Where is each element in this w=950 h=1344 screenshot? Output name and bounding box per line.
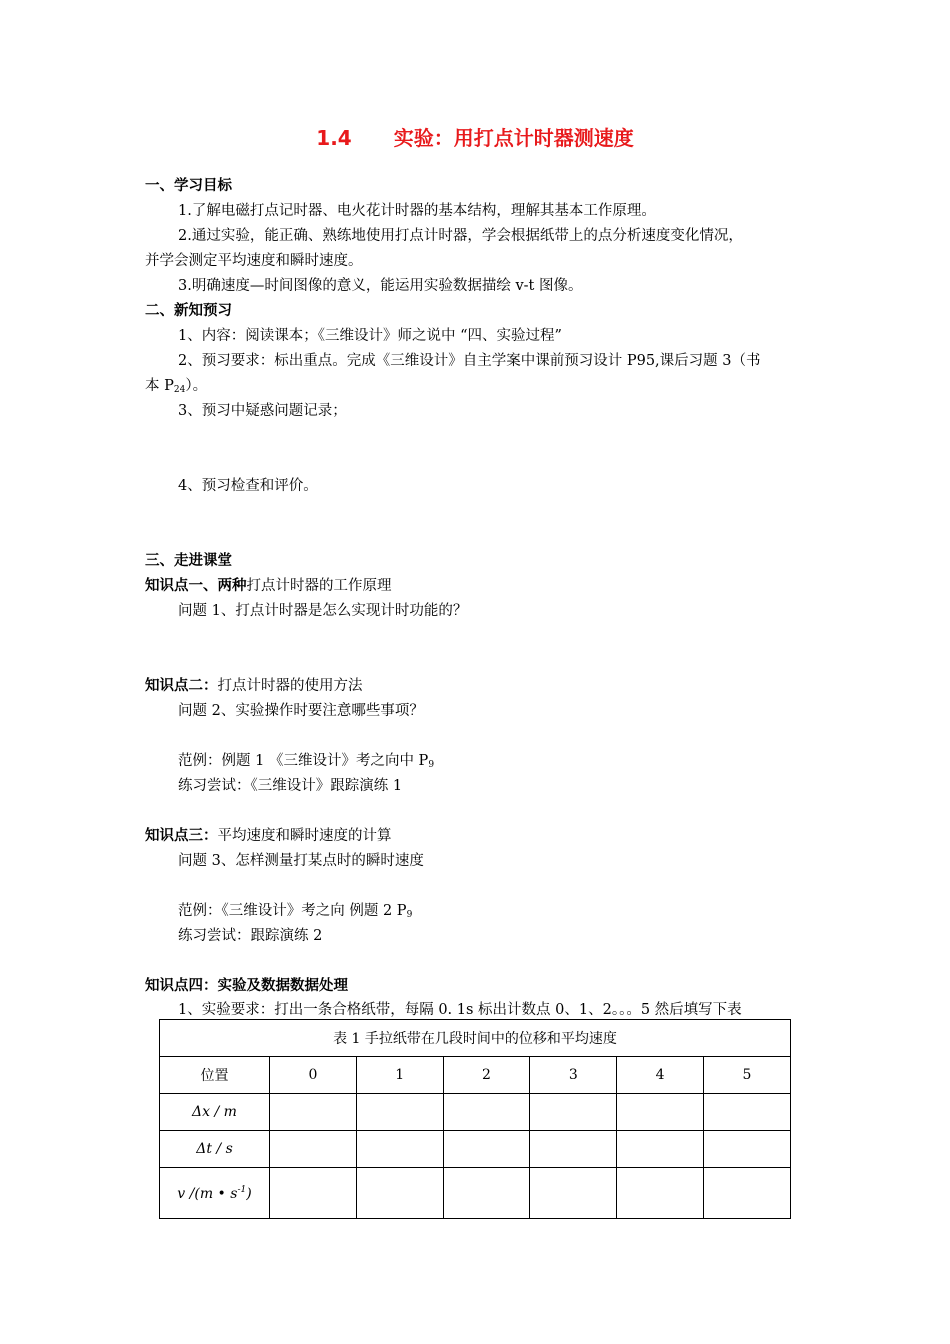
preview-item-1: 1、内容：阅读课本；《三维设计》师之说中 “四、实验过程”	[178, 328, 562, 344]
velocity-label-exponent: -1	[237, 1184, 247, 1195]
header-position-4: 4	[617, 1057, 704, 1094]
knowledge-point-4: 知识点四：实验及数据数据处理	[145, 978, 348, 994]
knowledge-point-2	[145, 676, 815, 696]
table-cell[interactable]	[270, 1168, 357, 1219]
example-2	[178, 751, 848, 775]
table-cell[interactable]	[270, 1094, 357, 1131]
table-cell[interactable]	[617, 1168, 704, 1219]
knowledge-point-1-label: 知识点一、两种	[145, 578, 247, 594]
data-table	[159, 1019, 791, 1219]
preview-item-3: 3、预习中疑惑问题记录；	[178, 403, 347, 419]
section-heading-preview: 二、新知预习	[145, 303, 232, 319]
header-position-5: 5	[703, 1057, 790, 1094]
header-position-1: 1	[356, 1057, 443, 1094]
title-text: 实验：用打点计时器测速度	[393, 126, 634, 150]
example-3-subscript: 9	[406, 910, 413, 920]
knowledge-point-1-text: 打点计时器的工作原理	[246, 578, 392, 594]
table-cell[interactable]	[443, 1094, 530, 1131]
preview-item-2b	[145, 376, 815, 400]
practice-2: 练习尝试：《三维设计》跟踪演练 1	[178, 778, 403, 794]
table-cell[interactable]	[530, 1094, 617, 1131]
question-1: 问题 1、打点计时器是怎么实现计时功能的？	[178, 603, 468, 619]
example-3	[178, 901, 848, 925]
table-cell[interactable]	[703, 1131, 790, 1168]
knowledge-point-3-text: 平均速度和瞬时速度的计算	[217, 828, 392, 844]
example-2-text: 范例：例题 1 《三维设计》考之向中 P	[178, 753, 429, 769]
preview-item-2b-subscript: 24	[173, 385, 186, 395]
table-cell[interactable]	[530, 1131, 617, 1168]
goal-item-3: 3.明确速度—时间图像的意义，能运用实验数据描绘 v-t 图像。	[178, 278, 583, 294]
table-cell[interactable]	[356, 1131, 443, 1168]
section-heading-goals: 一、学习目标	[145, 178, 232, 194]
goal-item-1: 1.了解电磁打点记时器、电火花计时器的基本结构，理解其基本工作原理。	[178, 203, 656, 219]
experiment-requirement: 1、实验要求：打出一条合格纸带，每隔 0. 1s 标出计数点 0、1、2。。。5 然后填写下表	[178, 1002, 742, 1018]
example-2-subscript: 9	[428, 760, 435, 770]
velocity-label-text: v /(m • s	[177, 1185, 238, 1202]
knowledge-point-3	[145, 826, 815, 846]
section-heading-class: 三、走进课堂	[145, 553, 232, 569]
header-position-2: 2	[443, 1057, 530, 1094]
header-position-label: 位置	[160, 1057, 270, 1094]
row-label-time: Δt / s	[160, 1131, 270, 1168]
question-3: 问题 3、怎样测量打某点时的瞬时速度	[178, 853, 424, 869]
title-number: 1.4	[316, 126, 352, 150]
knowledge-point-2-text: 打点计时器的使用方法	[217, 678, 363, 694]
table-cell[interactable]	[356, 1094, 443, 1131]
velocity-label-end: )	[246, 1185, 252, 1202]
table-caption: 表 1 手拉纸带在几段时间中的位移和平均速度	[160, 1020, 791, 1057]
practice-3: 练习尝试：跟踪演练 2	[178, 928, 323, 944]
question-2: 问题 2、实验操作时要注意哪些事项？	[178, 703, 424, 719]
preview-item-4: 4、预习检查和评价。	[178, 478, 318, 494]
example-3-text: 范例：《三维设计》考之向 例题 2 P	[178, 903, 407, 919]
page-title	[0, 122, 950, 151]
header-position-3: 3	[530, 1057, 617, 1094]
goal-item-2a: 2.通过实验，能正确、熟练地使用打点计时器，学会根据纸带上的点分析速度变化情况，	[178, 228, 743, 244]
goal-item-2b: 并学会测定平均速度和瞬时速度。	[145, 253, 363, 269]
table-cell[interactable]	[703, 1168, 790, 1219]
table-cell[interactable]	[703, 1094, 790, 1131]
preview-item-2a: 2、预习要求：标出重点。完成《三维设计》自主学案中课前预习设计 P95,课后习题 3（书	[178, 353, 761, 369]
table-cell[interactable]	[356, 1168, 443, 1219]
preview-item-2b-end: ）。	[185, 378, 208, 394]
row-label-velocity	[160, 1168, 270, 1219]
row-label-displacement: Δx / m	[160, 1094, 270, 1131]
table-cell[interactable]	[443, 1168, 530, 1219]
knowledge-point-3-label: 知识点三：	[145, 828, 218, 844]
table-cell[interactable]	[270, 1131, 357, 1168]
knowledge-point-2-label: 知识点二：	[145, 678, 218, 694]
table-cell[interactable]	[617, 1094, 704, 1131]
knowledge-point-1	[145, 576, 815, 596]
table-cell[interactable]	[530, 1168, 617, 1219]
table-cell[interactable]	[443, 1131, 530, 1168]
preview-item-2b-text: 本 P	[145, 378, 174, 394]
header-position-0: 0	[270, 1057, 357, 1094]
table-cell[interactable]	[617, 1131, 704, 1168]
